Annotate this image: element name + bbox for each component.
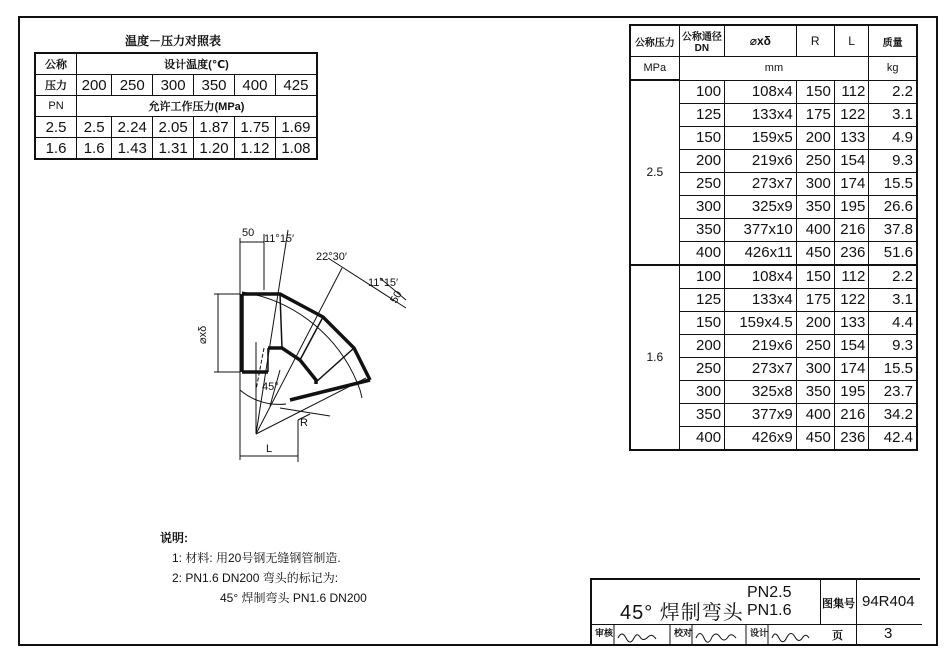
dim-mass-cell: 37.8 [869, 218, 917, 241]
tp-pressure-cell: 1.87 [194, 117, 235, 138]
dim-dn-cell: 100 [679, 265, 724, 289]
pn-bottom: PN1.6 [747, 602, 792, 619]
dim-mass-cell: 23.7 [869, 380, 917, 403]
dim-mass-cell: 26.6 [869, 195, 917, 218]
signature-row [592, 624, 820, 644]
dim-dn-cell: 300 [679, 380, 724, 403]
tp-table-row [35, 117, 317, 138]
tp-cell-label: 公称 [35, 53, 77, 75]
dim-pn-cell: 1.6 [630, 265, 679, 450]
signature-marks [592, 624, 820, 644]
dim-l-cell: 112 [834, 80, 868, 103]
pressure-ratings [747, 584, 791, 620]
dim-l-cell: 122 [834, 288, 868, 311]
review-label: 审核 [595, 628, 614, 638]
dim-dn-cell: 150 [679, 126, 724, 149]
tp-pressure-cell: 2.5 [77, 117, 112, 138]
dim-l-cell: 195 [834, 380, 868, 403]
dim-dn-cell: 350 [679, 218, 724, 241]
tp-pressure-cell: 1.31 [153, 138, 194, 160]
tp-temperature-cell: 300 [153, 75, 194, 96]
tp-cell-label: 压力 [35, 75, 77, 96]
dim-mass-cell: 2.2 [869, 265, 917, 289]
dim-dn-cell: 250 [679, 357, 724, 380]
page-label: 页 [832, 630, 843, 642]
notes-heading: 说明: [160, 531, 188, 545]
dim-od-cell: 133x4 [725, 288, 797, 311]
dim-od-cell: 219x6 [725, 149, 797, 172]
dim-od-cell: 325x8 [725, 380, 797, 403]
dim-od-cell: 273x7 [725, 172, 797, 195]
atlas-label-cell [820, 580, 857, 625]
note-line-3: 45° 焊制弯头 PN1.6 DN200 [220, 591, 367, 605]
dim-header-r: R [796, 25, 834, 57]
page-number: 3 [884, 625, 893, 642]
tp-table-title: 温度－压力对照表 [125, 34, 222, 48]
dim-mass-cell: 9.3 [869, 334, 917, 357]
dim-r-cell: 175 [796, 288, 834, 311]
dim-mass-cell: 4.4 [869, 311, 917, 334]
dim-pn-cell: 2.5 [630, 80, 679, 265]
dim-r-cell: 150 [796, 265, 834, 289]
dim-table-row [630, 80, 917, 103]
dim-od-cell: 325x9 [725, 195, 797, 218]
dim-l-cell: 122 [834, 103, 868, 126]
dim-l-cell: 216 [834, 403, 868, 426]
length-label: L [266, 443, 273, 455]
dim-mass-cell: 9.3 [869, 149, 917, 172]
dim-dn-cell: 200 [679, 149, 724, 172]
tp-pressure-cell: 1.43 [112, 138, 153, 160]
dim-l-cell: 195 [834, 195, 868, 218]
dim-l-cell: 236 [834, 241, 868, 265]
dimension-table [629, 24, 918, 451]
page-label-cell [820, 624, 857, 644]
dim-od-cell: 377x9 [725, 403, 797, 426]
dim-header-od: ⌀xδ [725, 25, 797, 57]
dim-mass-cell: 42.4 [869, 426, 917, 450]
dim-dn-cell: 125 [679, 103, 724, 126]
note-line-1: 1: 材料: 用20号钢无缝钢管制造. [172, 551, 341, 565]
dim-unit-mm: mm [679, 57, 869, 81]
title-block [590, 578, 920, 644]
dim-dn-cell: 400 [679, 426, 724, 450]
dim-r-cell: 400 [796, 403, 834, 426]
dim-od-cell: 377x10 [725, 218, 797, 241]
dim-50-right: 50 [388, 288, 405, 306]
dim-dn-cell: 300 [679, 195, 724, 218]
dim-r-cell: 250 [796, 334, 834, 357]
tp-temperature-cell: 400 [234, 75, 275, 96]
dim-50-top: 50 [242, 227, 255, 239]
tp-pressure-cell: 2.24 [112, 117, 153, 138]
dim-l-cell: 154 [834, 149, 868, 172]
tp-temperature-cell: 425 [275, 75, 317, 96]
tp-pn-cell: 1.6 [35, 138, 77, 160]
diameter-label: ⌀xδ [197, 325, 209, 344]
dim-unit-kg: kg [869, 57, 917, 81]
dim-mass-cell: 51.6 [869, 241, 917, 265]
dim-dn-cell: 200 [679, 334, 724, 357]
angle-11-15-top: 11°15′ [264, 233, 295, 245]
pn-top: PN2.5 [747, 584, 792, 601]
dim-header-pn: 公称压力 [630, 25, 679, 57]
dim-r-cell: 200 [796, 126, 834, 149]
dim-od-cell: 108x4 [725, 80, 797, 103]
dim-od-cell: 133x4 [725, 103, 797, 126]
dim-r-cell: 300 [796, 357, 834, 380]
dim-l-cell: 236 [834, 426, 868, 450]
notes-block [160, 528, 367, 608]
dim-mass-cell: 3.1 [869, 288, 917, 311]
dim-r-cell: 400 [796, 218, 834, 241]
dim-r-cell: 250 [796, 149, 834, 172]
dim-dn-cell: 350 [679, 403, 724, 426]
elbow-drawing [180, 220, 410, 470]
dim-l-cell: 216 [834, 218, 868, 241]
dim-od-cell: 159x5 [725, 126, 797, 149]
design-label: 设计 [750, 628, 769, 638]
tp-pressure-cell: 1.6 [77, 138, 112, 160]
tp-cell-label: PN [35, 96, 77, 117]
dim-mass-cell: 2.2 [869, 80, 917, 103]
dim-header-dn: 公称通径 DN [679, 25, 724, 57]
tp-temperature-cell: 350 [194, 75, 235, 96]
tp-design-temp-header: 设计温度(℃) [77, 53, 318, 75]
dim-dn-cell: 125 [679, 288, 724, 311]
dim-header-mass: 质量 [869, 25, 917, 57]
tp-pressure-cell: 1.12 [234, 138, 275, 160]
check-label: 校对 [674, 628, 693, 638]
tp-pressure-cell: 2.05 [153, 117, 194, 138]
tp-pressure-cell: 1.20 [194, 138, 235, 160]
dim-mass-cell: 34.2 [869, 403, 917, 426]
dim-r-cell: 450 [796, 426, 834, 450]
dim-l-cell: 174 [834, 357, 868, 380]
page-no-cell [856, 624, 922, 644]
atlas-label: 图集号 [822, 598, 855, 610]
dim-header-l: L [834, 25, 868, 57]
dim-r-cell: 200 [796, 311, 834, 334]
title-block-main [592, 580, 821, 625]
dim-dn-cell: 400 [679, 241, 724, 265]
dim-r-cell: 350 [796, 195, 834, 218]
dim-mass-cell: 4.9 [869, 126, 917, 149]
dim-l-cell: 112 [834, 265, 868, 289]
dim-mass-cell: 15.5 [869, 357, 917, 380]
dim-od-cell: 108x4 [725, 265, 797, 289]
dim-od-cell: 426x9 [725, 426, 797, 450]
note-line-2: 2: PN1.6 DN200 弯头的标记为: [172, 571, 339, 585]
atlas-no-cell [856, 580, 922, 625]
dim-dn-cell: 150 [679, 311, 724, 334]
dim-l-cell: 174 [834, 172, 868, 195]
dim-r-cell: 175 [796, 103, 834, 126]
dim-table-row [630, 265, 917, 289]
dim-unit-mpa: MPa [630, 57, 679, 81]
drawing-title: 45° 焊制弯头 [620, 602, 744, 624]
tp-pressure-cell: 1.69 [275, 117, 317, 138]
atlas-number: 94R404 [862, 593, 915, 610]
dim-l-cell: 154 [834, 334, 868, 357]
dim-mass-cell: 3.1 [869, 103, 917, 126]
tp-allowable-pressure-header: 允许工作压力(MPa) [77, 96, 318, 117]
tp-pressure-cell: 1.08 [275, 138, 317, 160]
tp-pressure-cell: 1.75 [234, 117, 275, 138]
dim-r-cell: 150 [796, 80, 834, 103]
tp-temperature-cell: 200 [77, 75, 112, 96]
tp-pn-cell: 2.5 [35, 117, 77, 138]
dim-od-cell: 159x4.5 [725, 311, 797, 334]
dim-dn-cell: 100 [679, 80, 724, 103]
dim-dn-cell: 250 [679, 172, 724, 195]
dim-l-cell: 133 [834, 311, 868, 334]
tp-temperature-cell: 250 [112, 75, 153, 96]
dim-r-cell: 450 [796, 241, 834, 265]
angle-45-label: 45° [262, 381, 279, 393]
dim-od-cell: 273x7 [725, 357, 797, 380]
dim-od-cell: 219x6 [725, 334, 797, 357]
dim-mass-cell: 15.5 [869, 172, 917, 195]
dim-l-cell: 133 [834, 126, 868, 149]
radius-label: R [300, 417, 308, 429]
dim-r-cell: 350 [796, 380, 834, 403]
angle-11-15-right: 11°15′ [368, 277, 399, 289]
tp-table-row [35, 138, 317, 160]
dim-od-cell: 426x11 [725, 241, 797, 265]
dim-r-cell: 300 [796, 172, 834, 195]
temperature-pressure-table [34, 52, 318, 160]
angle-22-30: 22°30′ [316, 251, 347, 263]
